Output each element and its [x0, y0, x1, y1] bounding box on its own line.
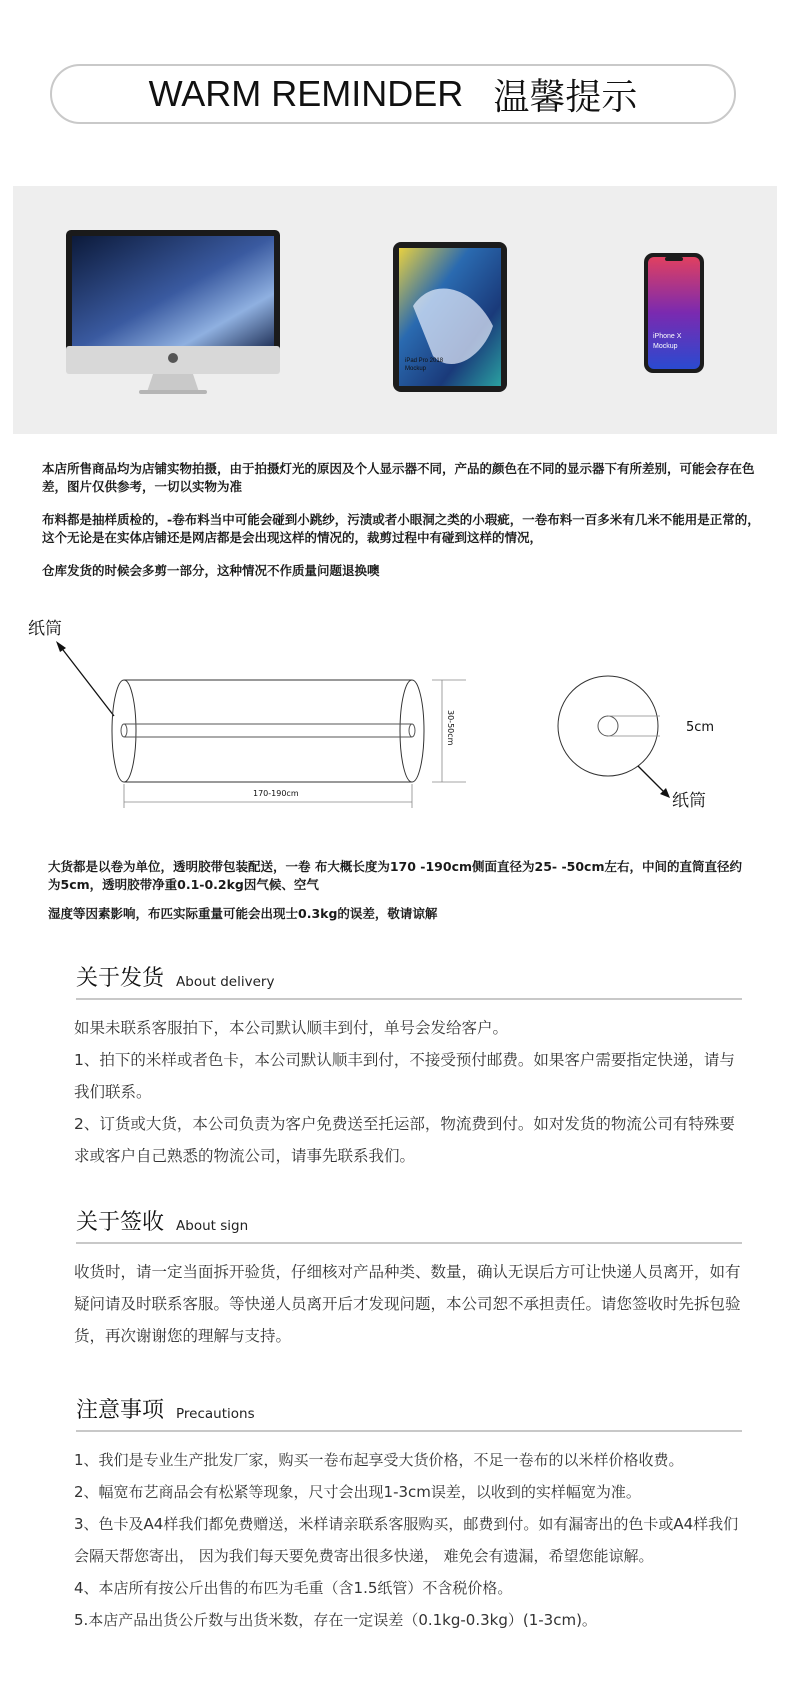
- delivery-line: 如果未联系客服拍下，本公司默认顺丰到付，单号会发给客户。: [74, 1019, 509, 1037]
- precaution-line: 4、本店所有按公斤出售的布匹为毛重（含1.5纸管）不含税价格。: [74, 1579, 513, 1597]
- section-delivery-title-en: About delivery: [176, 974, 275, 990]
- section-delivery-title-cn: 关于发货: [76, 966, 165, 991]
- section-sign-title-cn: 关于签收: [76, 1210, 165, 1235]
- device-illustrations: [13, 186, 777, 434]
- section-sign-title-en: About sign: [176, 1218, 249, 1234]
- iphone-icon: [644, 253, 704, 373]
- tablet-caption-1: iPad Pro 2018: [405, 358, 444, 364]
- tube-label-bottom: 纸筒: [672, 791, 706, 811]
- section-delivery-header: [76, 960, 742, 1000]
- section-precautions-title-cn: 注意事项: [76, 1398, 165, 1423]
- section-precautions-title-en: Precautions: [176, 1406, 255, 1422]
- tube-label-top: 纸筒: [28, 619, 62, 639]
- sign-text: [74, 1256, 750, 1352]
- imac-icon: [66, 230, 280, 394]
- banner-title-cn: 温馨提示: [493, 76, 638, 118]
- banner-title-en: WARM REMINDER: [148, 73, 464, 114]
- note-quality-inspection: 布料都是抽样质检的，-卷布料当中可能会碰到小跳纱，污渍或者小眼洞之类的小瑕疵，一卷布料一百多米有几米不能用是正常的，这个无论是在实体店铺还是网店都是会出现这样的情况的，裁剪过程中有碰到这样的情况，: [42, 512, 760, 545]
- fabric-roll-diagram: [0, 612, 790, 832]
- delivery-line: 1、拍下的米样或者色卡，本公司默认顺丰到付，不接受预付邮费。如果客户需要指定快递，请与我们联系。: [74, 1051, 735, 1101]
- note-extra-cut: 仓库发货的时候会多剪一部分，这种情况不作质量问题退换噢: [42, 563, 380, 578]
- note-weight-tolerance: 湿度等因素影响，布匹实际重量可能会出现士0.3kg的误差，敬请谅解: [48, 906, 438, 921]
- ipad-icon: [393, 242, 507, 392]
- precautions-text: [74, 1444, 750, 1636]
- precaution-line: 2、幅宽布艺商品会有松紧等现象，尺寸会出现1-3cm误差，以收到的实样幅宽为准。: [74, 1483, 641, 1501]
- device-display-strip: [13, 186, 777, 434]
- warm-reminder-banner: [50, 64, 736, 124]
- note-roll-spec: 大货都是以卷为单位，透明胶带包装配送，一卷 布大概长度为170 -190cm侧面直径为25- -50cm左右，中间的直筒直径约为5cm，透明胶带净重0.1-0.2kg因气候、空气: [48, 859, 742, 892]
- section-precautions-header: [76, 1392, 742, 1432]
- core-diameter-label: 5cm: [686, 720, 715, 735]
- fabric-roll-cylinder: [112, 680, 424, 782]
- note-color-difference: 本店所售商品均为店铺实物拍摄，由于拍摄灯光的原因及个人显示器不同，产品的颜色在不同的显示器下有所差别，可能会存在色差，图片仅供参考，一切以实物为准: [42, 461, 755, 494]
- delivery-text: [74, 1012, 750, 1172]
- delivery-line: 2、订货或大货，本公司负责为客户免费送至托运部，物流费到付。如对发货的物流公司有特殊要求或客户自己熟悉的物流公司，请事先联系我们。: [74, 1115, 735, 1165]
- diameter-dimension-label: 30-50cm: [446, 710, 455, 746]
- sign-line: 收货时，请一定当面拆开验货，仔细核对产品种类、数量，确认无误后方可让快递人员离开，如有疑问请及时联系客服。等快递人员离开后才发现问题，本公司恕不承担责任。请您签收时先拆包验货，再次谢谢您的理解与支持。: [74, 1263, 741, 1345]
- roll-dimension-drawing: [0, 612, 790, 832]
- precaution-line: 5.本店产品出货公斤数与出货米数，存在一定误差（0.1kg-0.3kg）(1-3cm)。: [74, 1611, 597, 1629]
- length-dimension-label: 170-190cm: [253, 789, 299, 798]
- precaution-line: 1、我们是专业生产批发厂家，购买一卷布起享受大货价格，不足一卷布的以米样价格收费。: [74, 1451, 684, 1469]
- tube-arrow-bottom: [638, 766, 664, 792]
- phone-caption-2: Mockup: [653, 343, 678, 350]
- tube-arrow-top: [60, 646, 114, 716]
- tablet-caption-2: Mockup: [405, 366, 427, 372]
- section-sign-header: [76, 1204, 742, 1244]
- precaution-line: 3、色卡及A4样我们都免费赠送，米样请亲联系客服购买，邮费到付。如有漏寄出的色卡或A4样我们会隔天帮您寄出， 因为我们每天要免费寄出很多快递， 难免会有遗漏，希望您能谅解。: [74, 1515, 739, 1565]
- phone-caption-1: iPhone X: [653, 333, 682, 340]
- roll-end-view: [558, 676, 714, 776]
